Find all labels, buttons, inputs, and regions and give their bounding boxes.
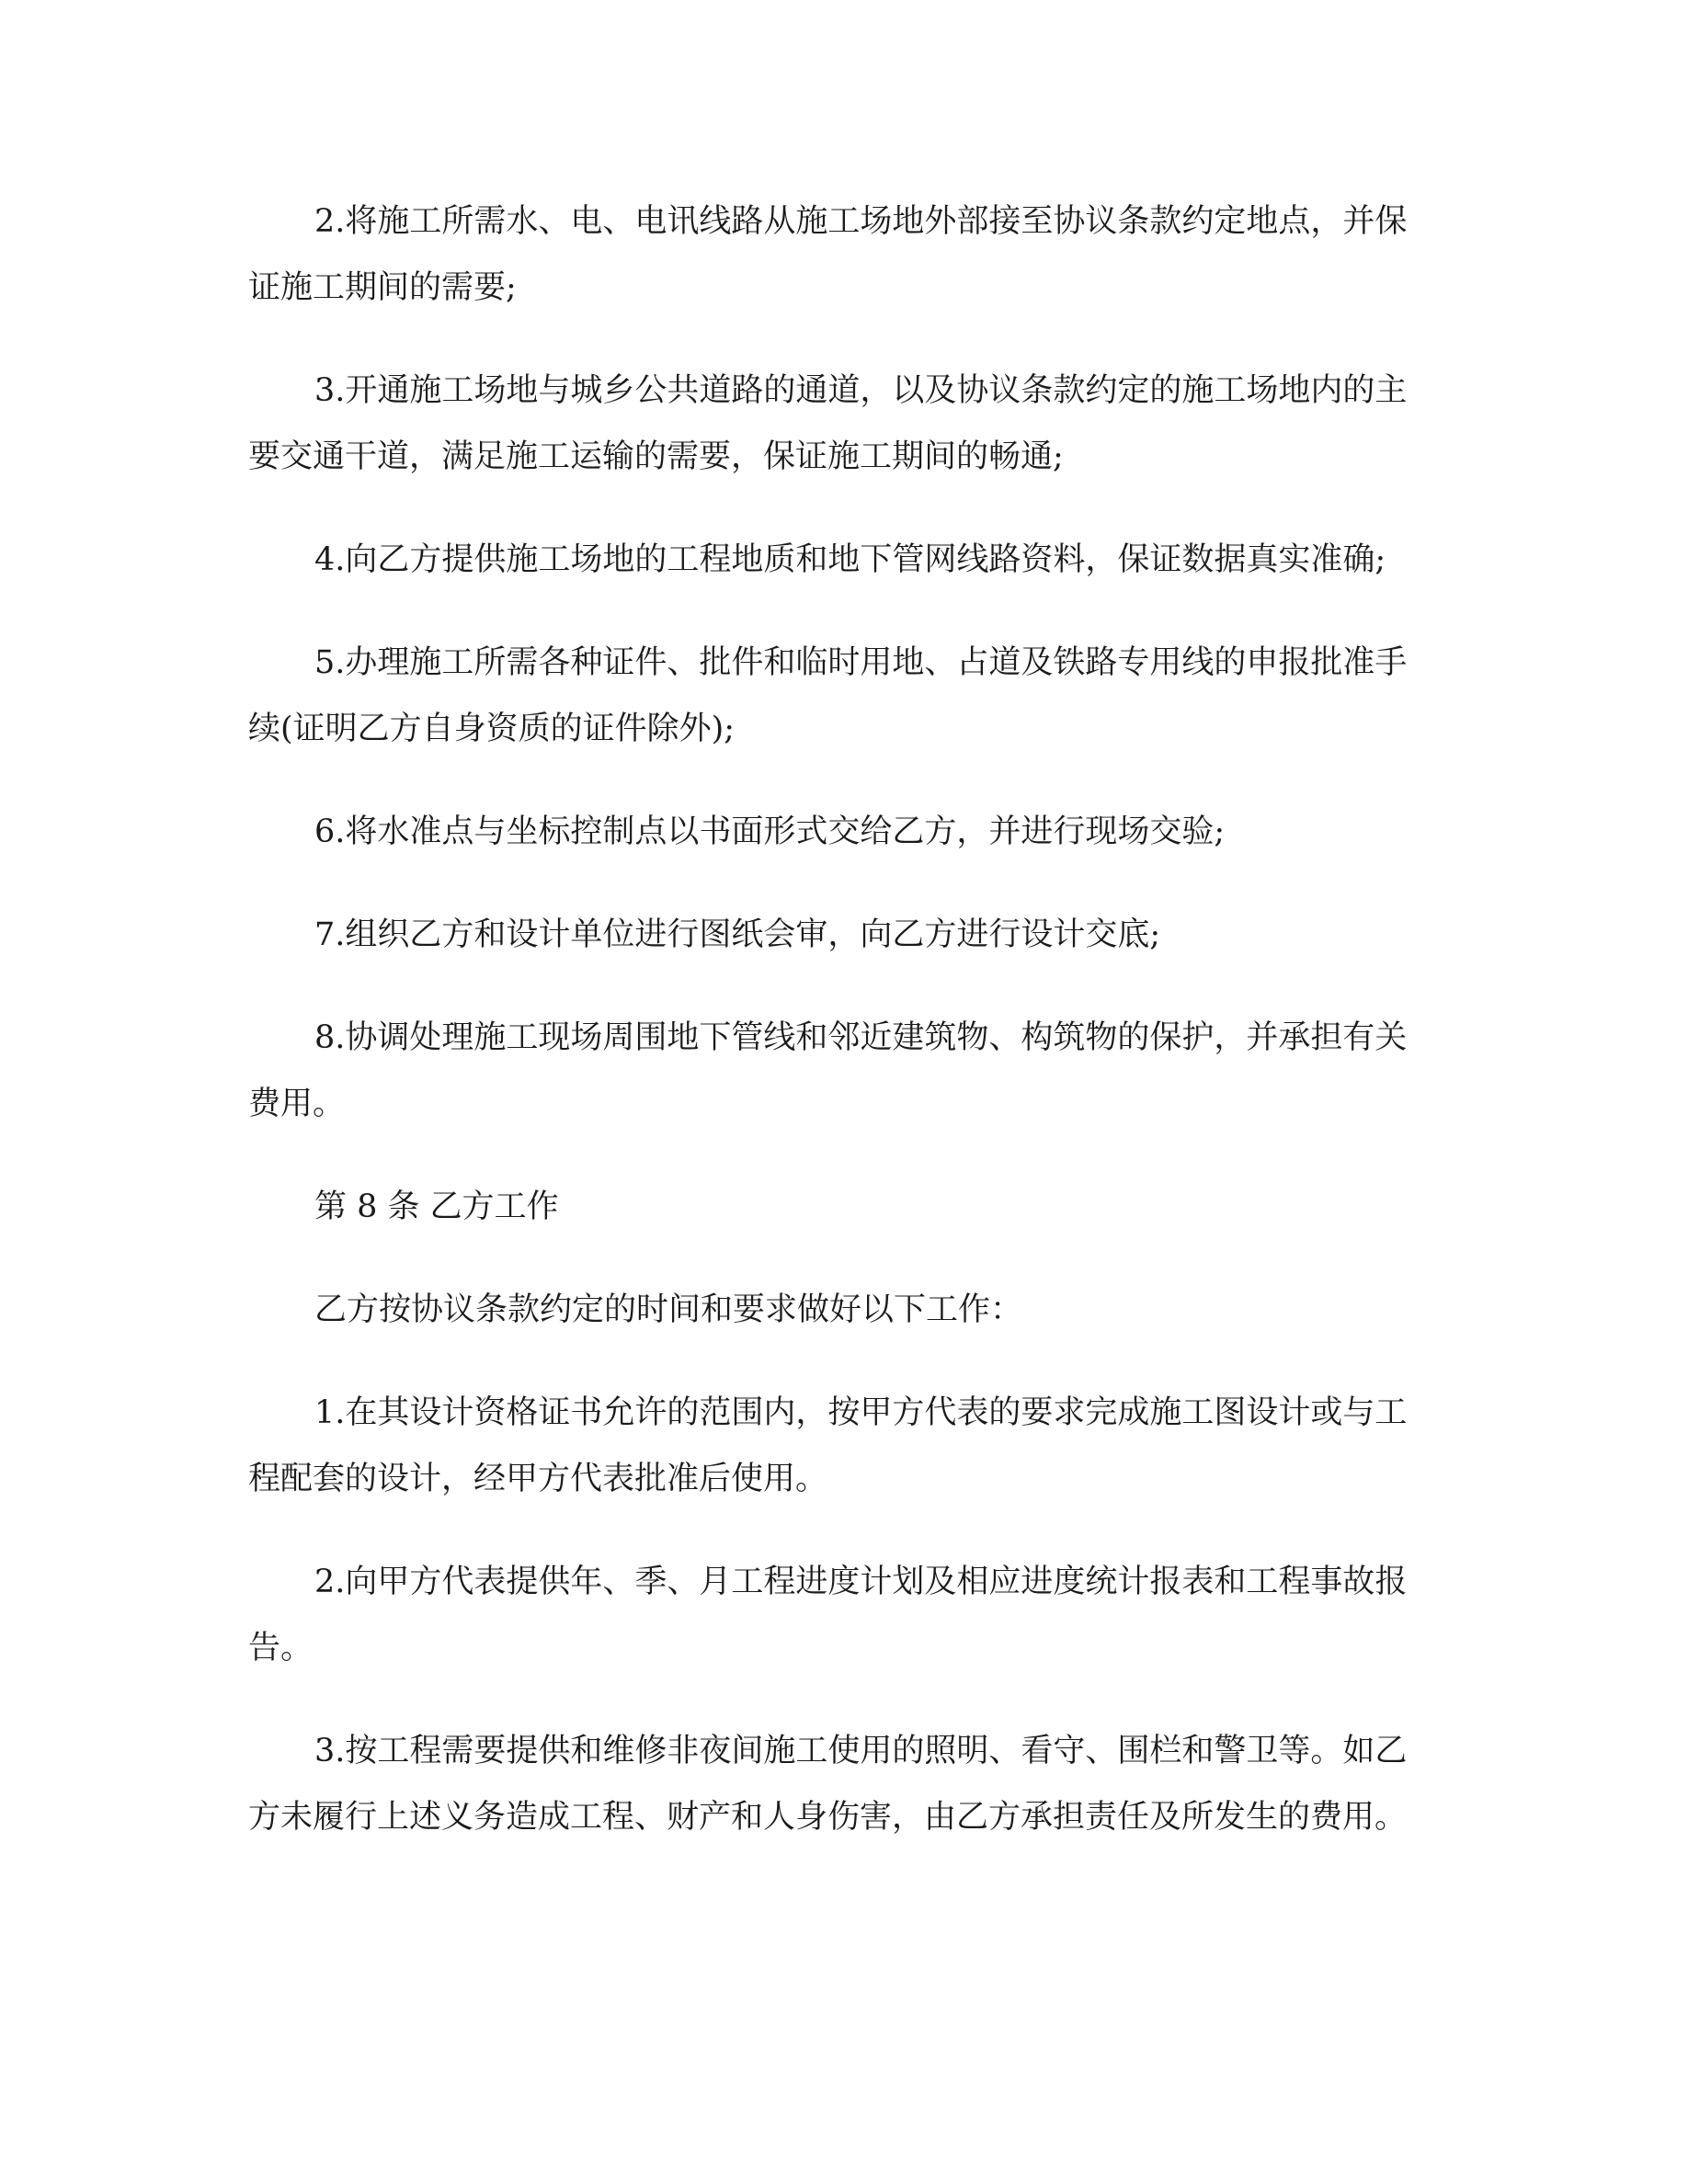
- paragraph-party-a-item-3: 3.开通施工场地与城乡公共道路的通道，以及协议条款约定的施工场地内的主 要交通干道，满足施工运输的需要，保证施工期间的畅通;: [248, 372, 1408, 475]
- article-8-heading: 第 8 条 乙方工作: [314, 1189, 559, 1225]
- paragraph-party-b-item-2: 2.向甲方代表提供年、季、月工程进度计划及相应进度统计报表和工程事故报 告。: [248, 1564, 1408, 1666]
- document-body: [248, 188, 1432, 1850]
- paragraph-party-b-item-1: 1.在其设计资格证书允许的范围内，按甲方代表的要求完成施工图设计或与工 程配套的设计，经甲方代表批准后使用。: [248, 1394, 1408, 1497]
- paragraph-party-a-item-4: 4.向乙方提供施工场地的工程地质和地下管网线路资料，保证数据真实准确;: [314, 541, 1386, 578]
- paragraph-party-b-intro: 乙方按协议条款约定的时间和要求做好以下工作：: [314, 1291, 1023, 1328]
- paragraph-party-a-item-2: 2.将施工所需水、电、电讯线路从施工场地外部接至协议条款约定地点，并保 证施工期间的需要;: [248, 203, 1408, 306]
- paragraph-party-b-item-3: 3.按工程需要提供和维修非夜间施工使用的照明、看守、围栏和警卫等。如乙 方未履行上述义务造成工程、财产和人身伤害，由乙方承担责任及所发生的费用。: [248, 1733, 1408, 1836]
- paragraph-party-a-item-6: 6.将水准点与坐标控制点以书面形式交给乙方，并进行现场交验;: [314, 813, 1226, 850]
- paragraph-party-a-item-5: 5.办理施工所需各种证件、批件和临时用地、占道及铁路专用线的申报批准手 续(证明乙方自身资质的证件除外);: [248, 644, 1408, 747]
- paragraph-party-a-item-7: 7.组织乙方和设计单位进行图纸会审，向乙方进行设计交底;: [314, 916, 1161, 953]
- paragraph-party-a-item-8: 8.协调处理施工现场周围地下管线和邻近建筑物、构筑物的保护，并承担有关 费用。: [248, 1019, 1408, 1122]
